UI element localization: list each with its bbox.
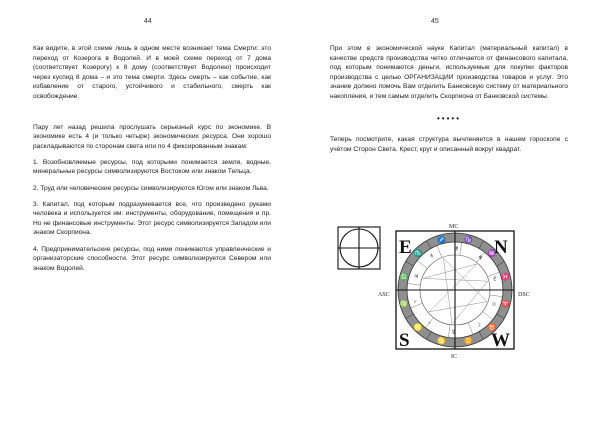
planet-glyph: ♆ (478, 255, 484, 262)
zodiac-glyph: ♌ (413, 323, 423, 332)
corner-letter-e: E (399, 237, 412, 258)
right-text-column (330, 44, 568, 161)
planet-glyph: ♇ (492, 276, 498, 283)
zodiac-glyph: ♎ (399, 272, 409, 281)
page-number: 44 (144, 18, 152, 25)
label-mc: MC (449, 224, 459, 230)
planet-glyph: ♃ (413, 273, 419, 280)
planet-glyph: ♂ (413, 299, 418, 306)
planet-glyph: ♄ (429, 253, 435, 260)
zodiac-glyph: ♈ (501, 300, 511, 309)
label-ic: IC (451, 354, 457, 360)
page-number: 45 (431, 18, 439, 25)
zodiac-glyph: ♐ (437, 235, 446, 244)
left-text-column (33, 44, 271, 280)
list-item: 4. Предпринимательские ресурсы, под ними понимаются управленческие и организаторские способности. Этот ресурс символизируется Севером или знаком Водолей. (33, 245, 271, 272)
zodiac-glyph: ♒ (487, 249, 497, 258)
label-asc: ASC (378, 292, 390, 298)
cross-circle-square-symbol (338, 227, 380, 269)
paragraph: Как видите, в этой схеме лишь в одном месте возникает тема Смерти: это переход от Козерога в Водолей. И в моей схеме переход от 7 дома (соответствует Козерогу) к 8 дому (соответствует Водолею) происходит через куспид 8 дома – и это тема смерти. Здесь смерть – как событие, как избавление от старого, устойчивого и стабильного, смерть как освобождение. (33, 45, 271, 100)
zodiac-glyph: ♋ (437, 337, 446, 346)
horoscope-diagram (328, 218, 578, 368)
planet-glyph: ☽ (475, 322, 481, 329)
zodiac-glyph: ♍ (399, 300, 409, 309)
list-item: 3. Капитал, под которым подразумевается все, что произведено руками человека и используется им: инструменты, оборудование, помещения и пр. Но не финансовые инструменты. Этот ресурс символизируется Западом или знаком Скорпиона. (33, 200, 271, 237)
zodiac-glyph: ♓ (501, 272, 511, 281)
list-item: 2. Труд или человеческие ресурсы символизируются Югом или знаком Льва. (33, 184, 269, 192)
planet-glyph: ☉ (491, 302, 497, 309)
planet-glyph: ♅ (453, 246, 459, 253)
paragraph: Теперь посмотрите, какая структура вычленяется в нашем гороскопе с учётом Сторон Света. Крест, круг и описанный вокруг квадрат. (330, 136, 568, 153)
planet-glyph: ♀ (427, 320, 432, 327)
zodiac-glyph: ♏ (413, 249, 423, 258)
zodiac-glyph: ♊ (464, 337, 473, 346)
corner-letter-s: S (399, 330, 410, 351)
section-separator: ••••• (436, 113, 461, 123)
corner-letter-w: W (491, 330, 510, 351)
paragraph: При этом в экономической науке Капитал (материальный капитал) в качестве средств производства четко отличается от финансового капитала, под которым понимаются деньги, используемые для покупки факторов производства с целью ОРГАНИЗАЦИИ производства товаров и услуг. Это знание должно помочь Вам отделить Банковскую систему от материального накопления, и тем самым отделить Скорпиона от Банковской системы. (330, 45, 568, 100)
zodiac-glyph: ♉ (487, 323, 497, 332)
horoscope-figure (328, 218, 578, 368)
label-dsc: DSC (518, 292, 530, 298)
paragraph: Пару лет назад решила прослушать серьезный курс по экономике. В экономике есть 4 (и только четыре) экономических ресурса. Они хорошо раскладываются по сторонам света или по 4 фиксированным знакам: (33, 123, 271, 150)
zodiac-glyph: ♑ (464, 235, 473, 244)
planet-glyph: ☿ (451, 329, 456, 336)
right-page (300, 0, 600, 425)
corner-letter-n: N (494, 237, 508, 258)
list-item: 1. Возобновляемые ресурсы, под которыми понимается земля, водные, минеральные ресурсы символизируются Востоком или знаком Тельца. (33, 158, 271, 176)
